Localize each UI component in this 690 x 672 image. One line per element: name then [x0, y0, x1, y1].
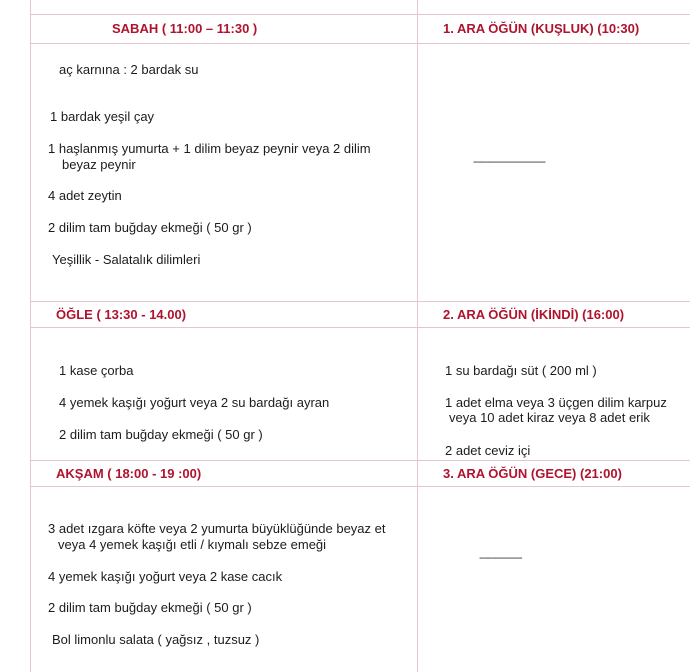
table-border-left [30, 0, 31, 672]
sabah-item-continued: beyaz peynir [62, 157, 136, 172]
ara-ogun-2-header: 2. ARA ÖĞÜN (İKİNDİ) (16:00) [443, 307, 625, 322]
aksam-item: Bol limonlu salata ( yağsız , tuzsuz ) [52, 632, 260, 647]
sabah-item: 1 bardak yeşil çay [50, 109, 155, 124]
table-column-divider [417, 0, 418, 672]
sabah-item: 1 haşlanmış yumurta + 1 dilim beyaz peynir veya 2 dilim [48, 141, 371, 156]
table-rule [30, 14, 690, 15]
ara-ogun-2-item: 2 adet ceviz içi [445, 443, 531, 458]
sabah-item: Yeşillik - Salatalık dilimleri [52, 252, 201, 267]
ara-ogun-1-header: 1. ARA ÖĞÜN (KUŞLUK) (10:30) [443, 21, 640, 36]
ara-ogun-3-empty: ---------------- [479, 552, 522, 564]
sabah-item: aç karnına : 2 bardak su [59, 62, 199, 77]
aksam-item: 2 dilim tam buğday ekmeği ( 50 gr ) [48, 600, 252, 615]
ogle-header: ÖĞLE ( 13:30 - 14.00) [56, 307, 187, 322]
ogle-item: 4 yemek kaşığı yoğurt veya 2 su bardağı ayran [59, 395, 330, 410]
ara-ogun-2-item-continued: veya 10 adet kiraz veya 8 adet erik [449, 410, 650, 425]
table-rule [30, 486, 690, 487]
table-rule [30, 460, 690, 461]
ara-ogun-2-item: 1 su bardağı süt ( 200 ml ) [445, 363, 597, 378]
table-rule [30, 301, 690, 302]
sabah-item: 2 dilim tam buğday ekmeği ( 50 gr ) [48, 220, 252, 235]
aksam-header: AKŞAM ( 18:00 - 19 :00) [56, 466, 202, 481]
ogle-item: 1 kase çorba [59, 363, 134, 378]
ara-ogun-1-empty: --------------------------- [473, 156, 545, 168]
aksam-item-continued: veya 4 yemek kaşığı etli / kıymalı sebze emeği [58, 537, 327, 552]
aksam-item: 4 yemek kaşığı yoğurt veya 2 kase cacık [48, 569, 283, 584]
table-rule [30, 43, 690, 44]
ara-ogun-2-item: 1 adet elma veya 3 üçgen dilim karpuz [445, 395, 667, 410]
sabah-header: SABAH ( 11:00 – 11:30 ) [112, 21, 258, 36]
aksam-item: 3 adet ızgara köfte veya 2 yumurta büyüklüğünde beyaz et [48, 521, 386, 536]
table-rule [30, 327, 690, 328]
sabah-item: 4 adet zeytin [48, 188, 122, 203]
ogle-item: 2 dilim tam buğday ekmeği ( 50 gr ) [59, 427, 263, 442]
ara-ogun-3-header: 3. ARA ÖĞÜN (GECE) (21:00) [443, 466, 622, 481]
